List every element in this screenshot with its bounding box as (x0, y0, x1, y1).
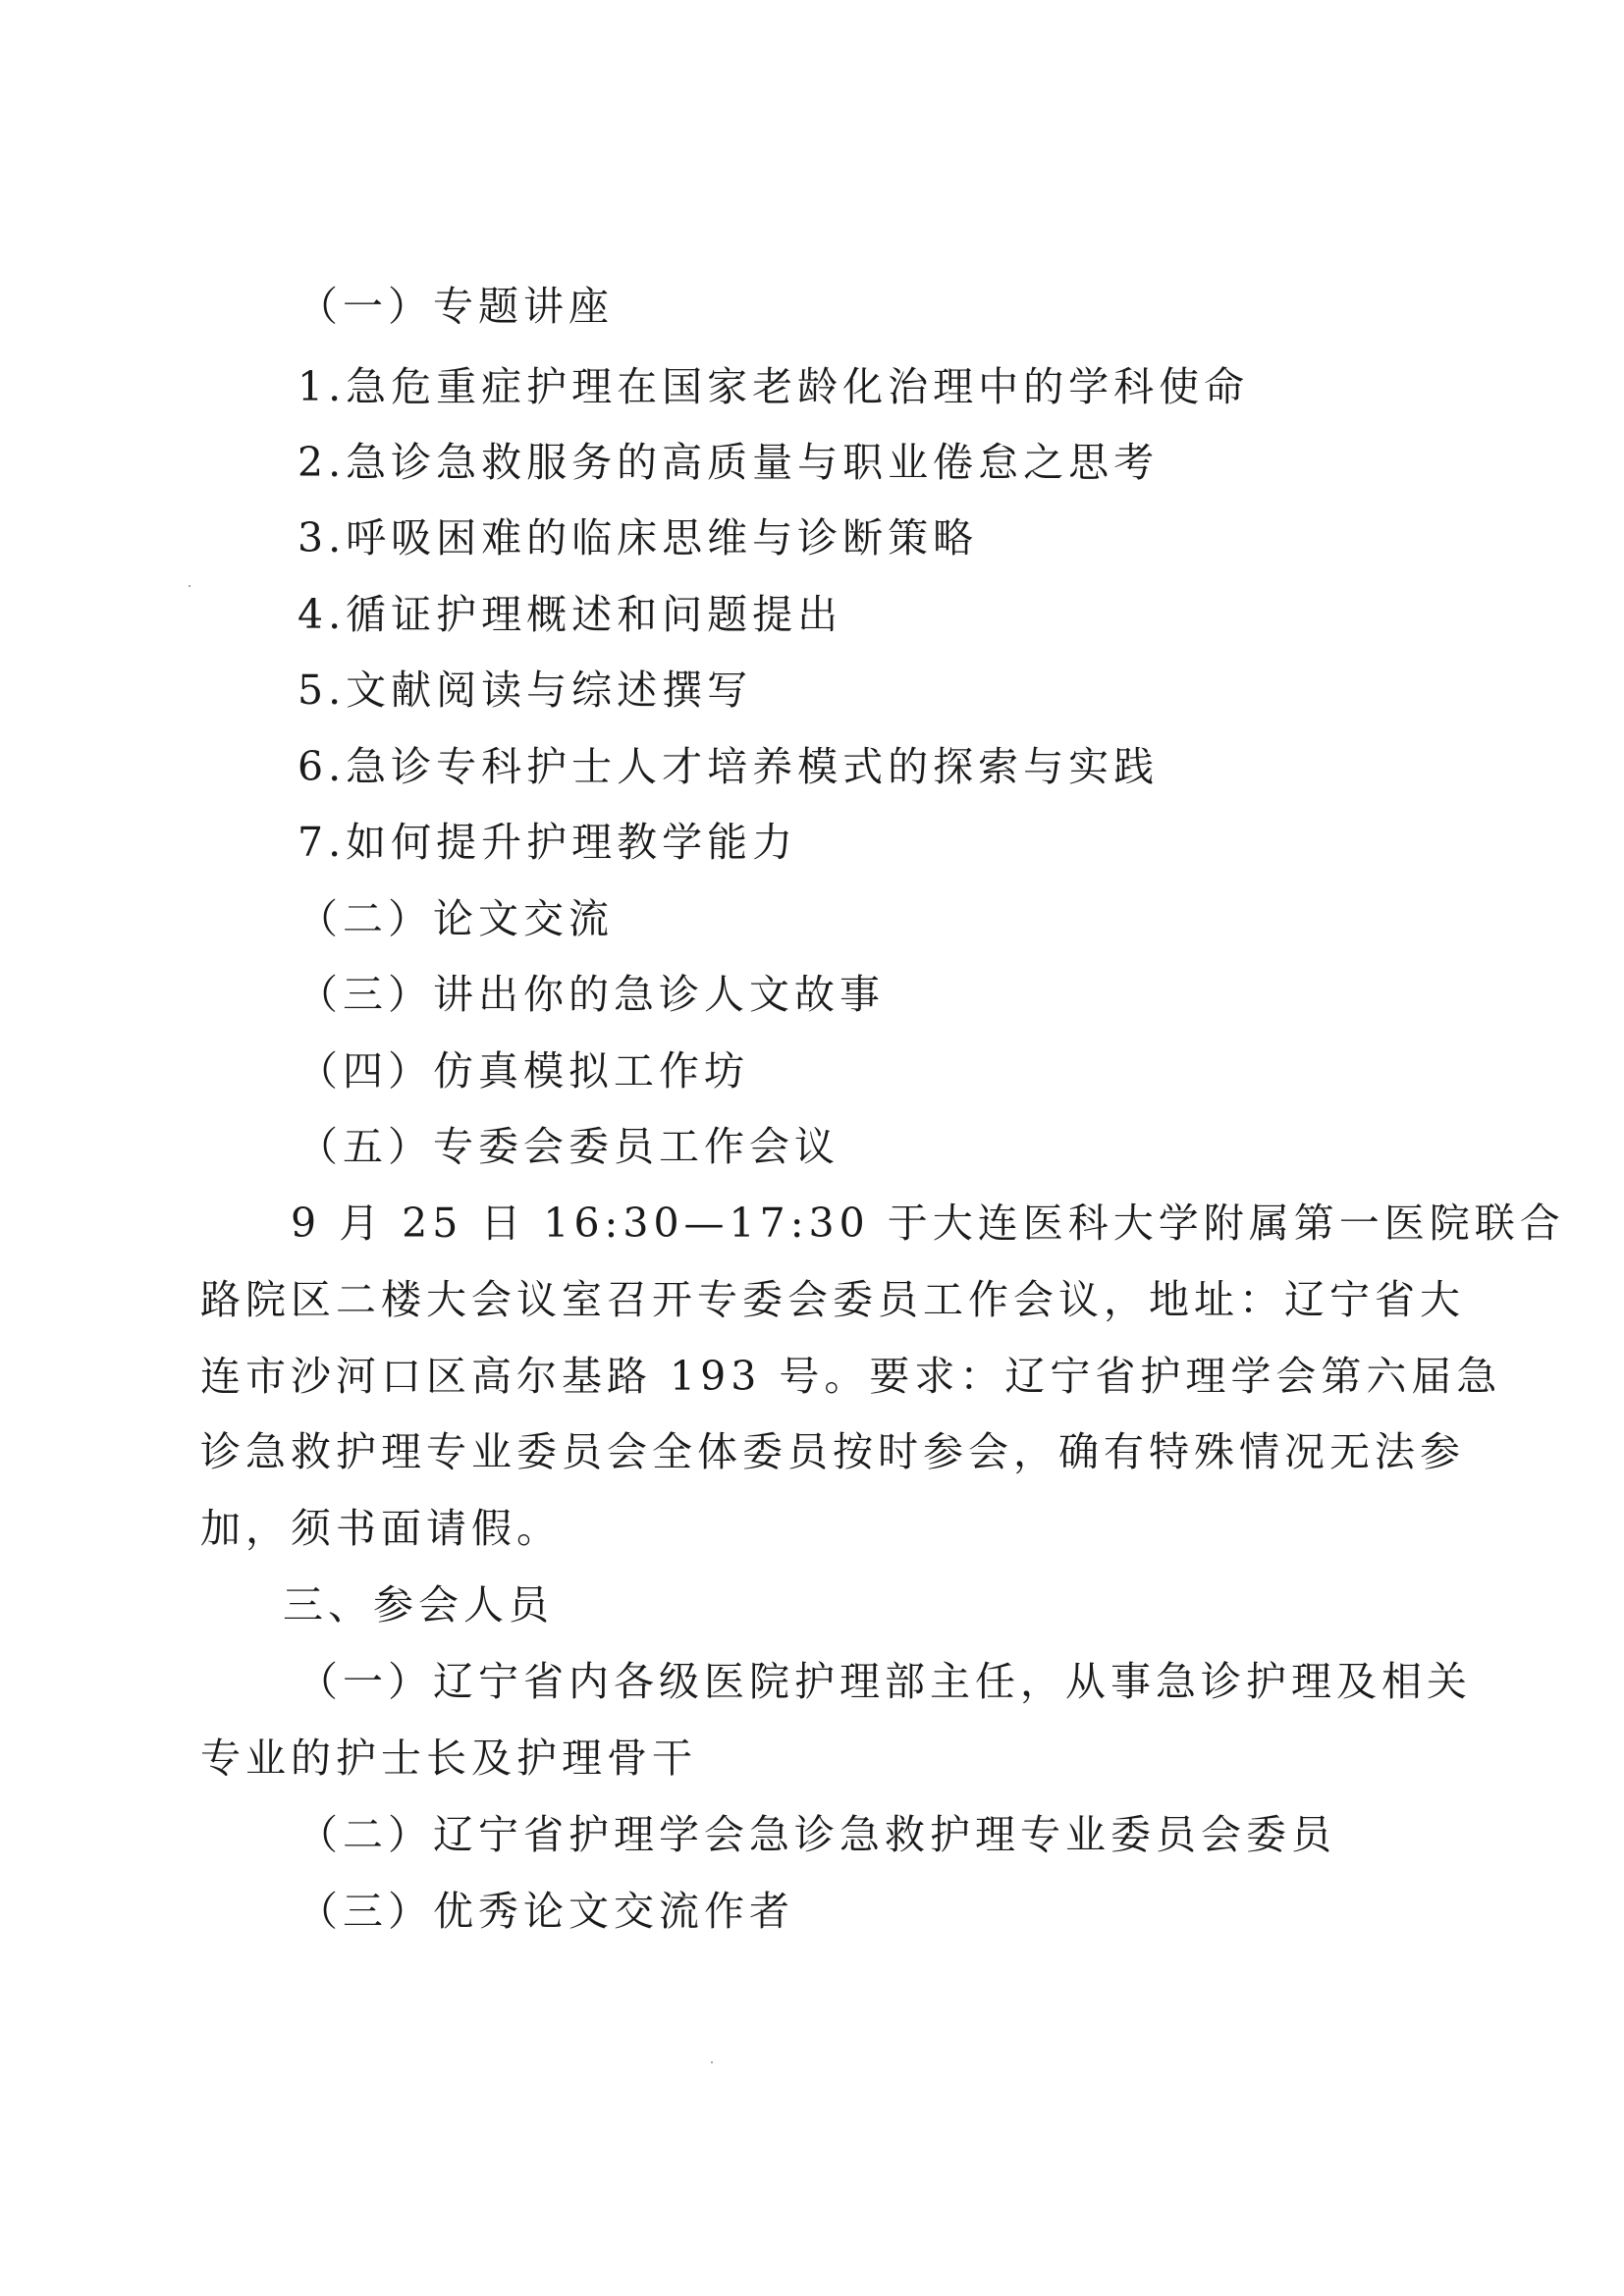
meeting-paragraph-line: 加，须书面请假。 (200, 1505, 562, 1552)
attendees-item: （三）优秀论文交流作者 (298, 1888, 794, 1935)
section-heading: （三）讲出你的急诊人文故事 (298, 971, 885, 1018)
lecture-item: 7.如何提升护理教学能力 (298, 819, 798, 866)
meeting-paragraph-line: 路院区二楼大会议室召开专委会委员工作会议，地址：辽宁省大 (200, 1276, 1465, 1323)
lecture-item: 6.急诊专科护士人才培养模式的探索与实践 (298, 743, 1160, 790)
attendees-heading: 三、参会人员 (283, 1581, 554, 1629)
meeting-paragraph-line: 连市沙河口区高尔基路 193 号。要求：辽宁省护理学会第六届急 (200, 1353, 1502, 1400)
section-heading: （五）专委会委员工作会议 (298, 1123, 839, 1170)
lecture-item: 2.急诊急救服务的高质量与职业倦怠之思考 (298, 439, 1160, 486)
lecture-item: 3.呼吸困难的临床思维与诊断策略 (298, 514, 979, 561)
section-heading-lectures: （一）专题讲座 (298, 283, 614, 330)
attendees-item-continued: 专业的护士长及护理骨干 (200, 1735, 697, 1782)
meeting-paragraph-line: 9 月 25 日 16:30—17:30 于大连医科大学附属第一医院联合 (291, 1200, 1565, 1247)
scan-speck (711, 2061, 713, 2063)
attendees-item: （二）辽宁省护理学会急诊急救护理专业委员会委员 (298, 1811, 1336, 1858)
scan-speck (189, 585, 190, 587)
section-heading: （四）仿真模拟工作坊 (298, 1047, 749, 1095)
attendees-item: （一）辽宁省内各级医院护理部主任，从事急诊护理及相关 (298, 1658, 1472, 1705)
lecture-item: 1.急危重症护理在国家老龄化治理中的学科使命 (298, 363, 1250, 410)
lecture-item: 5.文献阅读与综述撰写 (298, 667, 753, 714)
lecture-item: 4.循证护理概述和问题提出 (298, 591, 843, 638)
section-heading: （二）论文交流 (298, 895, 614, 942)
meeting-paragraph-line: 诊急救护理专业委员会全体委员按时参会，确有特殊情况无法参 (200, 1428, 1465, 1475)
